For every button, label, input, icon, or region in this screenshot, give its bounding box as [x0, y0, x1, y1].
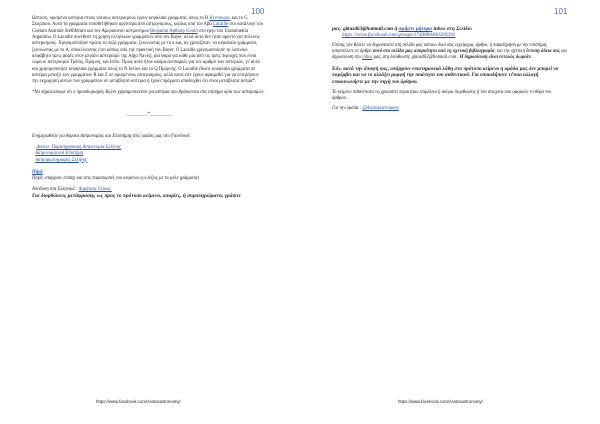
paragraph-text: στο κατάλογό του Coelum Australe Stelliferum και τον Αμερικανού αστρονόμου: [32, 22, 264, 34]
contact-text: inbox στη Σελίδα:: [432, 26, 473, 32]
editing-paragraph: Το κείμενο πιθανότατα να χρειαστεί περαιτέρω επιμέλεια ή ακόμα διορθώσεις ή νέα στοιχεία που αφορούν το θέμα του άρθρου.: [332, 89, 552, 101]
errors-paragraph: Εάν, κατά την άποψή σας, υπάρχουν επιστημονικά λάθη στο πρότυπο κείμενο η ομάδα μας δεν μπορεί να παρέμβει και να το αλλάξει μορφή την ποιότητα του αυθεντικού. Για οποιοδήποτε τέτοιο αλλαγή επικοινωνήστε με την πηγή του άρθρου.: [332, 65, 559, 85]
source-link[interactable]: Πηγή: [32, 169, 43, 175]
submission-text: μας, στη διεύθυνση: gikasd63@hotmail.com .: [372, 55, 460, 61]
submission-text: Η δημοσίευση είναι εντελώς δωρεάν.: [459, 55, 532, 61]
paragraph-text: στο έργο του Uranometria Argentina. O Lacaille συνέθεσε τη χρήση ελληνικών γραμμάτων από τον Bayer, αλλά αυτό δεν ήταν αρκετό για πολλούς αστερισμούς. Χρησιμοποίησε πρώτα τα πεζά γράμματα, ξεκινώντας με το a και, αν χρειαζόταν, τα κεφαλαία γράμματα, ξεκινώντας με το A, αποκλίνοντας έτσι κάπως από την πρακτική του Bayer. O Lacaille χρησιμοποίησε το λατινικό αλφάβητο τρεις φορές στον μεγάλο αστερισμό της Argo Navis], μία φορά για κάθε μία από τις τρεις περιοχές που είναι τώρα οι αστερισμοί Τρόπις, Πρύμνη, και Ιστίο. Όμως αυτό ήταν ακόμα ανεπαρκές για τον αριθμό των αστεριών, γι' αυτό και χρησιμοποίησε κεφαλαία γράμματα όπως το N Ιστίου και το Q Πρύμνης. O Lacaille έδωσε κεφαλαία γράμματα σε αστέρια μεταξύ των γραμμάτων R και Z σε ορισμένους αστερισμούς, αλλά αυτά είτε έχουν αφαιρεθεί για να επιτρέψουν την εκχώρηση αυτών των γραμμάτων σε μεταβλητά αστέρια ή έχουν πράγματι αποδειχθεί ότι είναι μεταβλητά άστρα*.: [32, 28, 260, 85]
contact-paragraph: [332, 26, 567, 39]
submission-text: έντυπη άδεια σας: [526, 49, 561, 55]
link-gould[interactable]: Benjamin Apthorp Gould: [150, 28, 198, 34]
footer-url-right: https://www.facebook.com/Aratosastronomy/: [398, 399, 483, 404]
submission-text: για δημοσίευση στο: [332, 49, 567, 61]
group-url-link[interactable]: https://www.facebook.com/groups/1744084460269391: [342, 32, 456, 39]
group-link-1[interactable]: Δίκτυο- Παρατηρησιακή Αστρονομία Σελήνης: [36, 144, 121, 150]
submission-text: , και την σχετική: [494, 49, 527, 55]
right-page-content: [332, 26, 567, 113]
right-page: [300, 0, 600, 424]
page-number-right: 101: [554, 7, 568, 16]
team-label: Για την ομάδα :: [332, 106, 363, 112]
group-link-item: [32, 158, 266, 164]
link-kentavrou[interactable]: Κένταυρου: [209, 16, 231, 21]
contact-email[interactable]: gikasd63@hotmail.com: [343, 26, 394, 32]
group-link-2[interactable]: Αστρονομία και Επιστήμη: [35, 151, 84, 157]
left-page-content: [32, 16, 266, 199]
page-number-left: 100: [251, 7, 265, 16]
paragraph-text: Ωστόσο, ορισμένα αστέρια στους νότιους αστερισμούς έχουν κεφαλαία γράμματα, όπως το Β: [32, 16, 210, 21]
leave-message-link[interactable]: αφήστε μήνυμα: [398, 26, 433, 32]
submission-text: αυτό στο σελίδα μας απαραίτητα από τη σχετική βιβλιογραφία: [372, 49, 495, 55]
contact-text: ή: [393, 26, 399, 32]
footnote: *Να σημειώσουμε ότι ο προσδιορισμός Bayer χρησιμοποιείται για αστέρια που βρίσκονται στα επίσημα όρια των αστερισμών.: [32, 89, 265, 95]
main-paragraph: [32, 16, 266, 86]
translator-link[interactable]: Δημήτρης Γκίκας.: [78, 186, 112, 192]
link-lacaille[interactable]: Lacaille: [213, 22, 229, 28]
team-link[interactable]: @Aratosastronomy: [362, 106, 399, 112]
footer-url-left: https://www.facebook.com/Aratosastronomy/: [96, 399, 181, 404]
inbox-link[interactable]: inbox: [362, 55, 373, 61]
source-text: Πηγές υπάρχουν επίσης και στις παραπομπές του κειμένου (οι λέξεις με τα μπλε γράμματα): [32, 176, 200, 182]
paragraph-text: και το G Σκορπιού. Αυτά τα γράμματα τοποθετήθηκαν αργότερα από αστρονόμους, κυρίως από τον Αβά: [32, 16, 248, 28]
contact-text: μας:: [332, 26, 344, 32]
closing-note: Για διορθώσεις μετάφρασης ως προς το πρότυπο κείμενο, απορίες, ή συμπληρώματα, γράψτε: [32, 192, 241, 199]
translation-label: Απόδοση στα Ελληνικά :: [32, 186, 79, 192]
facebook-info: Ενημερωθείτε για θέματα Αστρονομίας και Επιστήμης στις ομάδες μας στο Facebook:: [32, 134, 192, 140]
submission-paragraph: [332, 43, 567, 62]
submission-text: Επίσης εάν θέλετε να δημοσιευτεί στη σελίδα μας κάποιο δικό σας εγχείρημα, άρθρο, ή παρατήρηση με την επιστήμη, αποστείλετε το άρθρο: [332, 42, 548, 55]
separator: ________*________: [126, 112, 172, 118]
group-link-3[interactable]: Αστροφωτογραφίες Σελήνης: [35, 157, 88, 163]
group-link-item: . Δίκτυο- Παρατηρησιακή Αστρονομία Σελήνης: [34, 144, 121, 150]
team-paragraph: [332, 106, 567, 112]
